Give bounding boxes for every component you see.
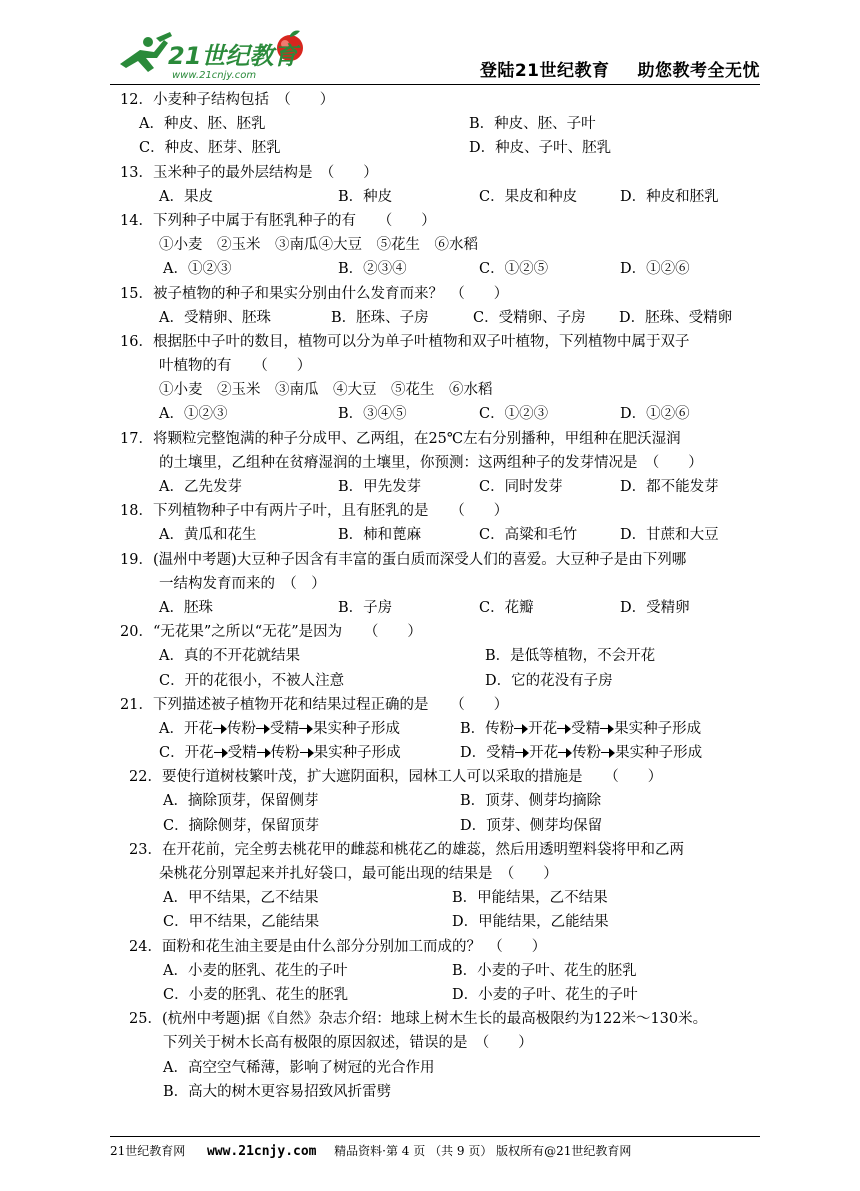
logo-url: www.21cnjy.com bbox=[172, 70, 257, 81]
running-figure-icon bbox=[120, 32, 172, 72]
option-d: D．种皮和胚乳 bbox=[620, 188, 719, 205]
question-24 bbox=[0, 935, 860, 959]
options-row bbox=[0, 959, 860, 983]
slogan-login: 登陆21世纪教育 bbox=[479, 61, 610, 81]
option-c: C．花瓣 bbox=[479, 599, 534, 616]
choice-list: ①小麦 ②玉米 ③南瓜④大豆 ⑤花生 ⑥水稻 bbox=[159, 237, 478, 254]
arrow-icon bbox=[601, 747, 615, 759]
option-b bbox=[460, 717, 701, 741]
slogan-help: 助您教考全无忧 bbox=[637, 61, 760, 81]
arrow-icon bbox=[214, 747, 228, 759]
arrow-icon bbox=[557, 723, 571, 735]
option-b: B．顶芽、侧芽均摘除 bbox=[460, 793, 602, 810]
question-14 bbox=[0, 209, 860, 233]
option-a: A．胚珠 bbox=[159, 599, 213, 616]
footer-page-info: 精品资料·第 4 页 （共 9 页） 版权所有@21世纪教育网 bbox=[334, 1144, 632, 1158]
question-17-cont bbox=[0, 451, 860, 475]
step-2: 开花 bbox=[528, 720, 558, 737]
step-4: 果实种子形成 bbox=[614, 720, 702, 737]
option-a: A．摘除顶芽，保留侧芽 bbox=[163, 793, 319, 810]
arrow-icon bbox=[558, 747, 572, 759]
options-row bbox=[0, 886, 860, 910]
option-c: C．开的花很小，不被人注意 bbox=[159, 672, 345, 689]
option-c bbox=[159, 741, 401, 765]
question-stem: 18．下列植物种子中有两片子叶，且有胚乳的是 （ ） bbox=[120, 503, 509, 520]
question-12 bbox=[0, 88, 860, 112]
option-b: B．高大的树木更容易招致风折雷劈 bbox=[163, 1083, 392, 1100]
options-row bbox=[0, 669, 860, 693]
arrow-icon bbox=[515, 747, 529, 759]
question-17 bbox=[0, 427, 860, 451]
step-2: 受精 bbox=[227, 745, 257, 762]
option-a: A．真的不开花就结果 bbox=[159, 648, 300, 665]
question-stem: 21．下列描述被子植物开花和结果过程正确的是 （ ） bbox=[120, 696, 509, 713]
option-c: C．①②⑤ bbox=[479, 261, 549, 278]
question-stem: 22．要使行道树枝繁叶茂，扩大遮阴面积，园林工人可以采取的措施是 （ ） bbox=[129, 769, 663, 786]
arrow-icon bbox=[299, 723, 313, 735]
question-16 bbox=[0, 330, 860, 354]
option-a: A．①②③ bbox=[159, 406, 228, 423]
question-15 bbox=[0, 282, 860, 306]
option-c: C．甲不结果，乙能结果 bbox=[163, 914, 320, 931]
option-b: B．甲能结果，乙不结果 bbox=[452, 890, 608, 907]
option-a: A．甲不结果，乙不结果 bbox=[163, 890, 319, 907]
arrow-icon bbox=[213, 723, 227, 735]
options-row bbox=[0, 475, 860, 499]
option-d: D．甘蔗和大豆 bbox=[620, 527, 719, 544]
question-stem: 13．玉米种子的最外层结构是 （ ） bbox=[120, 164, 378, 181]
options-row bbox=[0, 717, 860, 741]
options-row bbox=[0, 644, 860, 668]
option-c: C．摘除侧芽，保留顶芽 bbox=[163, 817, 320, 834]
option-a: A．黄瓜和花生 bbox=[159, 527, 257, 544]
step-2: 传粉 bbox=[226, 720, 256, 737]
question-19-cont bbox=[0, 572, 860, 596]
options-row bbox=[0, 1056, 860, 1080]
step-3: 传粉 bbox=[270, 745, 300, 762]
question-23 bbox=[0, 838, 860, 862]
option-b: B．小麦的子叶、花生的胚乳 bbox=[452, 962, 637, 979]
option-c: C．受精卵、子房 bbox=[473, 309, 586, 326]
option-a: A．种皮、胚、胚乳 bbox=[139, 116, 266, 133]
option-a bbox=[159, 717, 400, 741]
option-a: A．果皮 bbox=[159, 188, 213, 205]
step-3: 受精 bbox=[269, 720, 299, 737]
step-1: B．传粉 bbox=[460, 720, 515, 737]
choice-list: ①小麦 ②玉米 ③南瓜 ④大豆 ⑤花生 ⑥水稻 bbox=[159, 382, 493, 399]
question-21 bbox=[0, 693, 860, 717]
option-a: A．受精卵、胚珠 bbox=[159, 309, 271, 326]
question-stem-cont: 下列关于树木长高有极限的原因叙述，错误的是 （ ） bbox=[163, 1035, 533, 1052]
option-d bbox=[460, 741, 702, 765]
option-b: B．胚珠、子房 bbox=[331, 309, 429, 326]
question-stem: 15．被子植物的种子和果实分别由什么发育而来？ （ ） bbox=[120, 285, 509, 302]
option-a: A．高空空气稀薄，影响了树冠的光合作用 bbox=[163, 1059, 435, 1076]
step-2: 开花 bbox=[529, 745, 559, 762]
step-4: 果实种子形成 bbox=[313, 745, 401, 762]
arrow-icon bbox=[600, 723, 614, 735]
header-slogan bbox=[480, 56, 760, 81]
question-stem: 25．(杭州中考题)据《自然》杂志介绍：地球上树木生长的最高极限约为122米～130米。 bbox=[129, 1011, 708, 1028]
option-c: C．果皮和种皮 bbox=[479, 188, 578, 205]
logo-text: 21世纪教育 bbox=[168, 42, 298, 70]
options-row bbox=[0, 112, 860, 136]
footer-site-url[interactable]: www.21cnjy.com bbox=[206, 1144, 317, 1159]
question-22 bbox=[0, 765, 860, 789]
question-stem: 17．将颗粒完整饱满的种子分成甲、乙两组，在25℃左右分别播种，甲组种在肥沃湿润 bbox=[120, 430, 681, 447]
question-25 bbox=[0, 1007, 860, 1031]
step-4: 果实种子形成 bbox=[312, 720, 400, 737]
step-3: 受精 bbox=[571, 720, 601, 737]
question-25-cont bbox=[0, 1031, 860, 1055]
options-row bbox=[0, 402, 860, 426]
options-row bbox=[0, 1080, 860, 1104]
question-stem-cont: 的土壤里，乙组种在贫瘠湿润的土壤里，你预测：这两组种子的发芽情况是 （ ） bbox=[159, 454, 703, 471]
question-list bbox=[0, 88, 860, 1104]
option-d: D．顶芽、侧芽均保留 bbox=[460, 817, 603, 834]
arrow-icon bbox=[256, 723, 270, 735]
option-b: B．③④⑤ bbox=[338, 406, 407, 423]
option-b: B．种皮 bbox=[338, 188, 393, 205]
question-stem: 12．小麦种子结构包括 （ ） bbox=[120, 92, 335, 108]
option-b: B．子房 bbox=[338, 599, 393, 616]
step-3: 传粉 bbox=[572, 745, 602, 762]
step-4: 果实种子形成 bbox=[615, 745, 703, 762]
question-stem: 23．在开花前，完全剪去桃花甲的雌蕊和桃花乙的雄蕊，然后用透明塑料袋将甲和乙两 bbox=[129, 841, 684, 858]
option-d: D．①②⑥ bbox=[620, 261, 690, 278]
question-stem-cont: 朵桃花分别罩起来并扎好袋口，最可能出现的结果是 （ ） bbox=[159, 866, 558, 882]
header-divider bbox=[110, 84, 760, 85]
options-row bbox=[0, 257, 860, 281]
options-row bbox=[0, 814, 860, 838]
question-16-cont bbox=[0, 354, 860, 378]
options-row bbox=[0, 136, 860, 160]
option-d: D．①②⑥ bbox=[620, 406, 690, 423]
option-b: B．种皮、胚、子叶 bbox=[469, 116, 596, 133]
step-1: A．开花 bbox=[159, 720, 213, 737]
page-footer bbox=[110, 1142, 760, 1159]
option-d: D．胚珠、受精卵 bbox=[619, 309, 733, 326]
options-row bbox=[0, 741, 860, 765]
site-logo bbox=[110, 28, 320, 82]
options-row bbox=[0, 596, 860, 620]
question-stem: 16．根据胚中子叶的数目，植物可以分为单子叶植物和双子叶植物，下列植物中属于双子 bbox=[120, 333, 690, 350]
option-d: D．受精卵 bbox=[620, 599, 690, 616]
option-d: D．小麦的子叶、花生的子叶 bbox=[452, 986, 638, 1003]
option-a: A．①②③ bbox=[163, 261, 232, 278]
question-stem: 14．下列种子中属于有胚乳种子的有 （ ） bbox=[120, 212, 436, 229]
option-d: D．都不能发芽 bbox=[620, 479, 719, 495]
step-1: C．开花 bbox=[159, 745, 214, 762]
question-stem: 20．“无花果”之所以“无花”是因为 （ ） bbox=[120, 624, 422, 641]
question-stem-cont: 叶植物的有 （ ） bbox=[159, 358, 312, 375]
arrow-icon bbox=[257, 747, 271, 759]
question-19 bbox=[0, 548, 860, 572]
option-b: B．柿和蓖麻 bbox=[338, 527, 422, 544]
question-18 bbox=[0, 499, 860, 523]
footer-site-name: 21世纪教育网 bbox=[110, 1144, 186, 1158]
options-row bbox=[0, 523, 860, 547]
page-header bbox=[110, 28, 760, 82]
arrow-icon bbox=[514, 723, 528, 735]
option-d: D．种皮、子叶、胚乳 bbox=[469, 140, 612, 157]
option-b: B．甲先发芽 bbox=[338, 479, 422, 495]
option-c: C．高粱和毛竹 bbox=[479, 527, 578, 544]
option-b: B．是低等植物，不会开花 bbox=[485, 648, 656, 665]
options-row bbox=[0, 983, 860, 1007]
options-row bbox=[0, 306, 860, 330]
option-c: C．同时发芽 bbox=[479, 479, 563, 495]
arrow-icon bbox=[300, 747, 314, 759]
option-d: D．甲能结果，乙能结果 bbox=[452, 914, 609, 931]
options-row bbox=[0, 789, 860, 813]
question-23-cont bbox=[0, 862, 860, 886]
option-c: C．①②③ bbox=[479, 406, 549, 423]
options-row bbox=[0, 910, 860, 934]
question-stem-cont: 一结构发育而来的 （ ） bbox=[159, 575, 326, 592]
step-1: D．受精 bbox=[460, 745, 516, 762]
options-row bbox=[0, 185, 860, 209]
question-13 bbox=[0, 161, 860, 185]
option-a: A．乙先发芽 bbox=[159, 479, 242, 495]
footer-divider bbox=[110, 1136, 760, 1137]
question-choices bbox=[0, 233, 860, 257]
question-choices bbox=[0, 378, 860, 402]
question-20 bbox=[0, 620, 860, 644]
option-d: D．它的花没有子房 bbox=[485, 672, 613, 689]
option-c: C．小麦的胚乳、花生的胚乳 bbox=[163, 986, 349, 1003]
question-stem: 19．(温州中考题)大豆种子因含有丰富的蛋白质而深受人们的喜爱。大豆种子是由下列哪 bbox=[120, 551, 687, 568]
option-b: B．②③④ bbox=[338, 261, 407, 278]
option-c: C．种皮、胚芽、胚乳 bbox=[139, 140, 281, 157]
question-stem: 24．面粉和花生油主要是由什么部分分别加工而成的？ （ ） bbox=[129, 938, 547, 955]
option-a: A．小麦的胚乳、花生的子叶 bbox=[163, 962, 348, 979]
